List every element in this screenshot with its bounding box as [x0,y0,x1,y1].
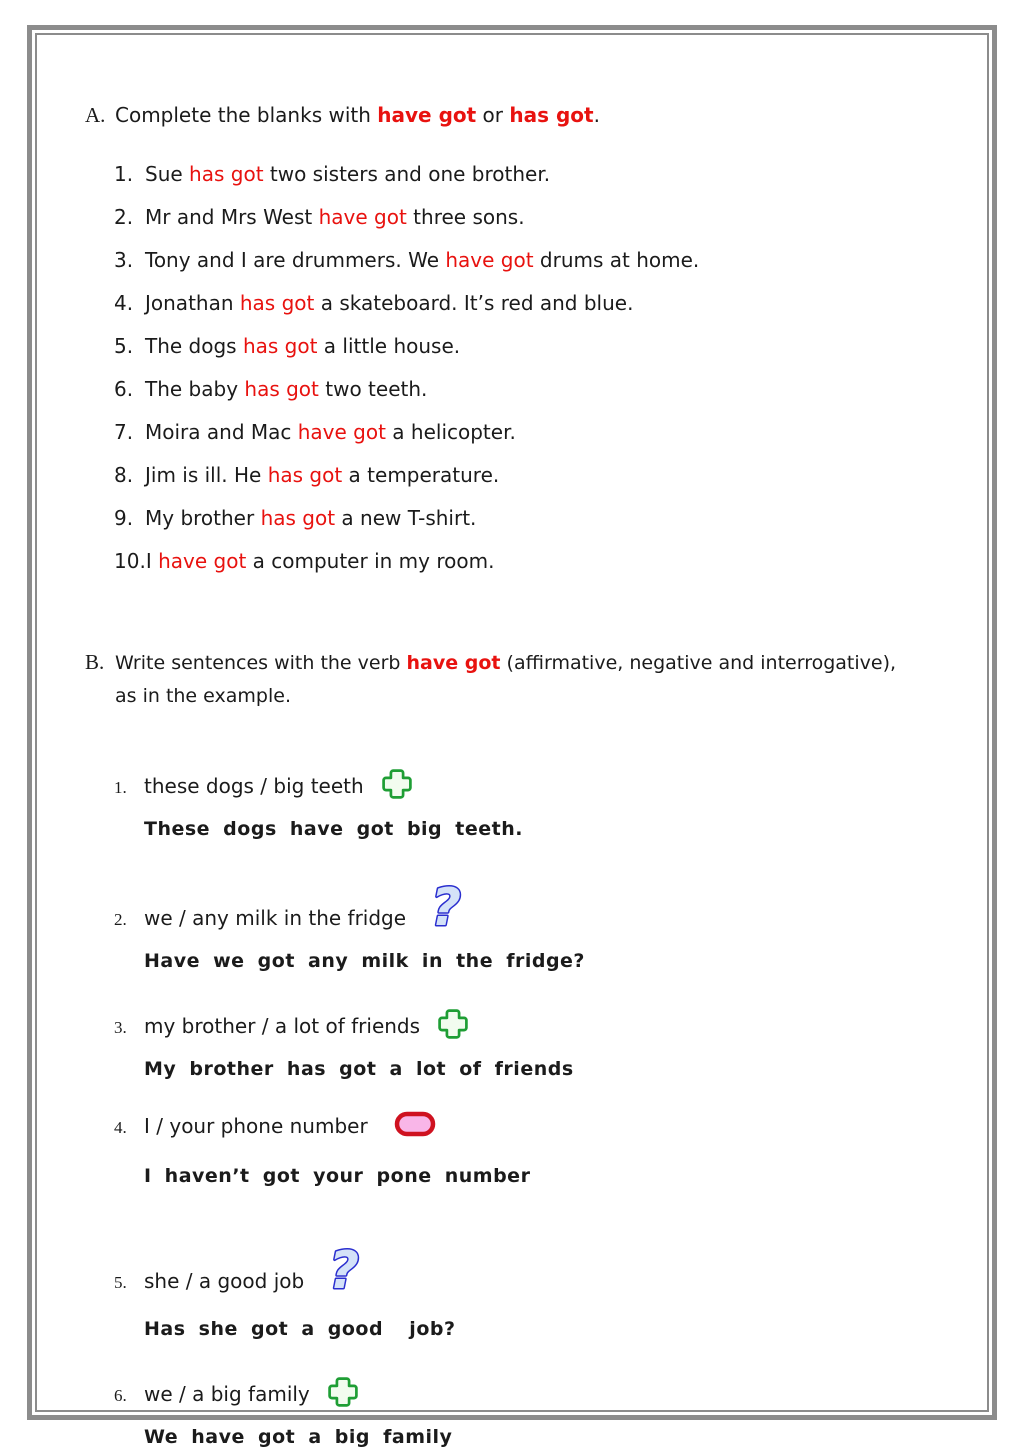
item-number: 10. [114,549,146,573]
list-item [114,291,932,315]
text-segment: drums at home. [533,248,700,272]
list-item [114,162,932,186]
item-sentence [145,291,633,315]
item-sentence [145,506,476,530]
item-sentence [145,420,516,444]
exercise-item [114,867,932,973]
highlighted-phrase: have got [377,103,477,127]
list-item [114,549,932,573]
text-segment: a helicopter. [385,420,516,444]
item-number: 5. [114,1273,127,1292]
item-sentence [145,334,460,358]
highlighted-phrase: have got [158,549,247,573]
section-b-title-block [115,647,932,713]
prompt-row [114,1367,932,1408]
highlighted-phrase: has got [260,506,336,530]
item-sentence [146,549,495,573]
item-sentence [145,248,699,272]
text-segment: Moira and Mac [145,420,298,444]
item-number: 6. [114,1386,127,1405]
list-item [114,420,932,444]
answer-text: These dogs have got big teeth. [144,818,523,840]
list-item [114,248,932,272]
section-a-heading [85,103,932,128]
list-item [114,463,932,487]
highlighted-phrase: has got [509,103,594,127]
highlighted-phrase: has got [244,377,319,401]
minus-icon [394,1111,436,1137]
item-number: 4. [114,1118,127,1137]
section-b [85,647,932,1449]
text-segment: . [593,103,600,127]
prompt-text: these dogs / big teeth [144,774,364,798]
highlighted-phrase: has got [189,162,264,186]
text-segment: Jonathan [145,291,240,315]
item-sentence [145,463,499,487]
item-number: 2. [114,205,134,229]
text-segment: a computer in my room. [246,549,495,573]
item-sentence [145,377,427,401]
plus-icon [436,1007,470,1041]
answer-text: I haven’t got your pone number [144,1165,531,1187]
item-number: 8. [114,463,134,487]
question-icon [320,1242,364,1300]
prompt-text: she / a good job [144,1269,305,1293]
prompt-text: I / your phone number [144,1114,368,1138]
text-segment: Tony and I are drummers. We [145,248,446,272]
exercise-item [114,1367,932,1449]
section-b-title [115,647,932,680]
highlighted-phrase: have got [297,420,386,444]
text-segment: three sons. [406,205,525,229]
text-segment: My brother [145,506,261,530]
item-number: 6. [114,377,134,401]
answer-text: Have we got any milk in the fridge? [144,950,585,972]
section-b-list [85,759,932,1449]
item-number: 5. [114,334,134,358]
section-a-label: A. [85,103,106,127]
prompt-row [114,999,932,1040]
item-sentence [145,205,525,229]
section-b-heading [85,647,932,713]
list-item [114,506,932,530]
item-number: 9. [114,506,134,530]
text-segment: Jim is ill. He [145,463,268,487]
text-segment: a temperature. [342,463,500,487]
list-item [114,205,932,229]
prompt-row [114,1107,932,1140]
exercise-item [114,1107,932,1188]
item-number: 1. [114,162,134,186]
highlighted-phrase: have got [318,205,407,229]
answer-text: My brother has got a lot of friends [144,1058,574,1080]
prompt-row [114,1230,932,1300]
list-item [114,377,932,401]
item-number: 3. [114,248,134,272]
section-a [85,103,932,573]
highlighted-phrase: has got [242,334,318,358]
exercise-item [114,999,932,1081]
plus-icon [380,767,414,801]
exercise-item [114,759,932,841]
answer-text: Has she got a good job? [144,1318,456,1340]
highlighted-phrase: have got [406,652,501,674]
section-a-list [85,162,932,573]
section-b-subtitle: as in the example. [115,685,291,707]
item-number: 4. [114,291,134,315]
text-segment: a little house. [317,334,461,358]
text-segment: Complete the blanks with [115,103,378,127]
item-number: 1. [114,778,127,797]
answer-text: We have got a big family [144,1426,453,1448]
prompt-text: we / a big family [144,1382,310,1406]
text-segment: I [145,549,159,573]
text-segment: Mr and Mrs West [145,205,319,229]
worksheet-content [37,35,987,1448]
section-a-title [115,103,932,128]
item-number: 7. [114,420,134,444]
text-segment: (affirmative, negative and interrogative), [500,652,897,674]
item-sentence [145,162,550,186]
prompt-row [114,867,932,937]
list-item [114,334,932,358]
text-segment: Sue [145,162,190,186]
text-segment: two sisters and one brother. [263,162,551,186]
prompt-text: we / any milk in the fridge [144,906,407,930]
text-segment: Write sentences with the verb [115,652,407,674]
svg-text:?: ? [430,879,462,937]
item-number: 3. [114,1018,127,1037]
text-segment: a skateboard. It’s red and blue. [314,291,634,315]
plus-icon [326,1375,360,1409]
page-border-outer [27,25,997,1448]
text-segment: a new T-shirt. [335,506,477,530]
text-segment: The dogs [145,334,243,358]
text-segment: two teeth. [318,377,428,401]
prompt-text: my brother / a lot of friends [144,1014,421,1038]
section-b-label: B. [85,650,105,674]
prompt-row [114,759,932,800]
exercise-item [114,1230,932,1341]
svg-text:?: ? [329,1242,360,1300]
highlighted-phrase: has got [239,291,315,315]
question-icon [422,879,466,937]
highlighted-phrase: have got [445,248,534,272]
page-border-inner [35,33,989,1448]
text-segment: or [476,103,510,127]
item-number: 2. [114,910,127,929]
highlighted-phrase: has got [267,463,343,487]
text-segment: The baby [145,377,245,401]
